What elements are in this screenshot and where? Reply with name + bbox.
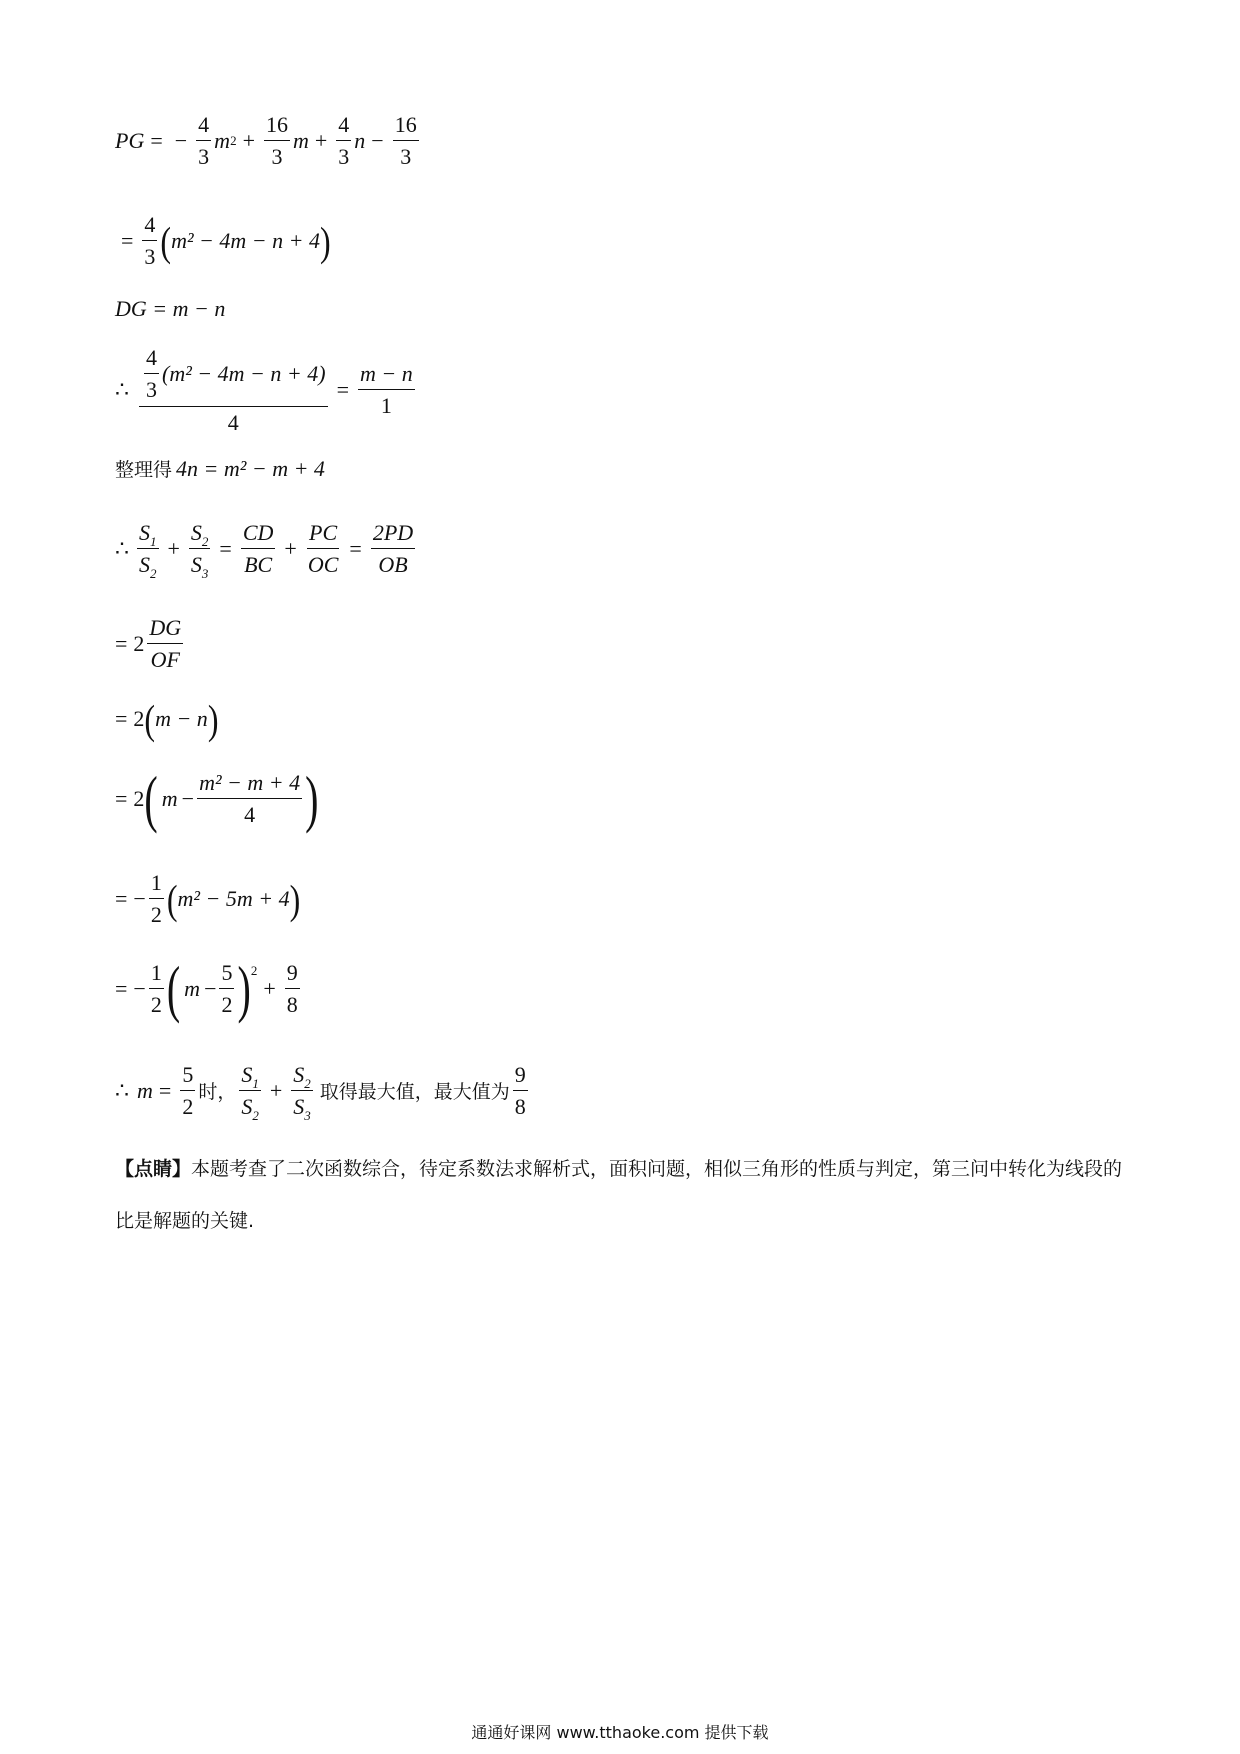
footer: 通通好课网 www.tthaoke.com 提供下载 (471, 1723, 769, 1742)
eq-2mn: = 2 ( m − n ) (115, 695, 219, 743)
fraction: $\frac{16}{3}$ (394, 112, 417, 170)
comment-paragraph (115, 1143, 1125, 1247)
pg-factored-body: m² − 4m − n + 4 (171, 227, 320, 253)
fraction: $\frac{4}{3}$ (144, 212, 156, 270)
fraction: $\frac{m - n}{1}$ (359, 361, 413, 419)
eq-pg-factored: = $\frac{4}{3}$ ( m² − 4m − n + 4 ) (121, 212, 331, 270)
simplify-line: 整理得 4n = m² − m + 4 (115, 455, 325, 481)
pg-label: PG (115, 127, 145, 153)
eq-vertex-form: = − $\frac{1}{2}$ ( m − $\frac{5}{2}$ ) $^2$ + $\frac{9}{8}$ (115, 951, 298, 1024)
fraction: $\frac{4}{3}$ (338, 112, 350, 170)
fraction: $\frac{16}{3}$ (265, 112, 288, 170)
conclusion-line: ∴ m = $\frac{5}{2}$ 时， $\frac{S_1}{S_2}$ + $\frac{S_2}{S_3}$ 取得最大值，最大值为 $\frac{9}{8}$ (115, 1062, 526, 1124)
eq-quadratic: = − $\frac{1}{2}$ ( m² − 5m + 4 ) (115, 870, 301, 928)
fraction: $\frac{4}{3}$ (198, 112, 210, 170)
eq-dg-of: = 2 $\frac{DG}{OF}$ (115, 615, 182, 673)
eq-substitute: = 2 ( m − $\frac{\text{m² − m + 4}}{4}$ ) (115, 761, 319, 834)
comment-label: 【点睛】 (115, 1158, 192, 1180)
eq-ratio: ∴ $\frac{4}{3}$ (m² − 4m − n + 4) 4 = $\frac{m - n}{1}$ (115, 345, 413, 435)
compound-fraction: $\frac{4}{3}$ (m² − 4m − n + 4) 4 (139, 345, 328, 435)
comment-text: 本题考查了二次函数综合，待定系数法求解析式，面积问题，相似三角形的性质与判定，第三问中转化为线段的比是解题的关键. (115, 1158, 1123, 1232)
eq-dg: DG = m − n (115, 296, 226, 321)
eq-pg: PG = − $\frac{4}{3}$ m 2 + $\frac{16}{3}$ m + $\frac{4}{3}$ n − $\frac{16}{3}$ (115, 112, 417, 170)
eq-area-ratio: ∴ $\frac{S_1}{S_2}$ + $\frac{S_2}{S_3}$ = $\frac{CD}{BC}$ + $\frac{PC}{OC}$ = $\frac{2PD}{OB}$ (115, 520, 414, 582)
